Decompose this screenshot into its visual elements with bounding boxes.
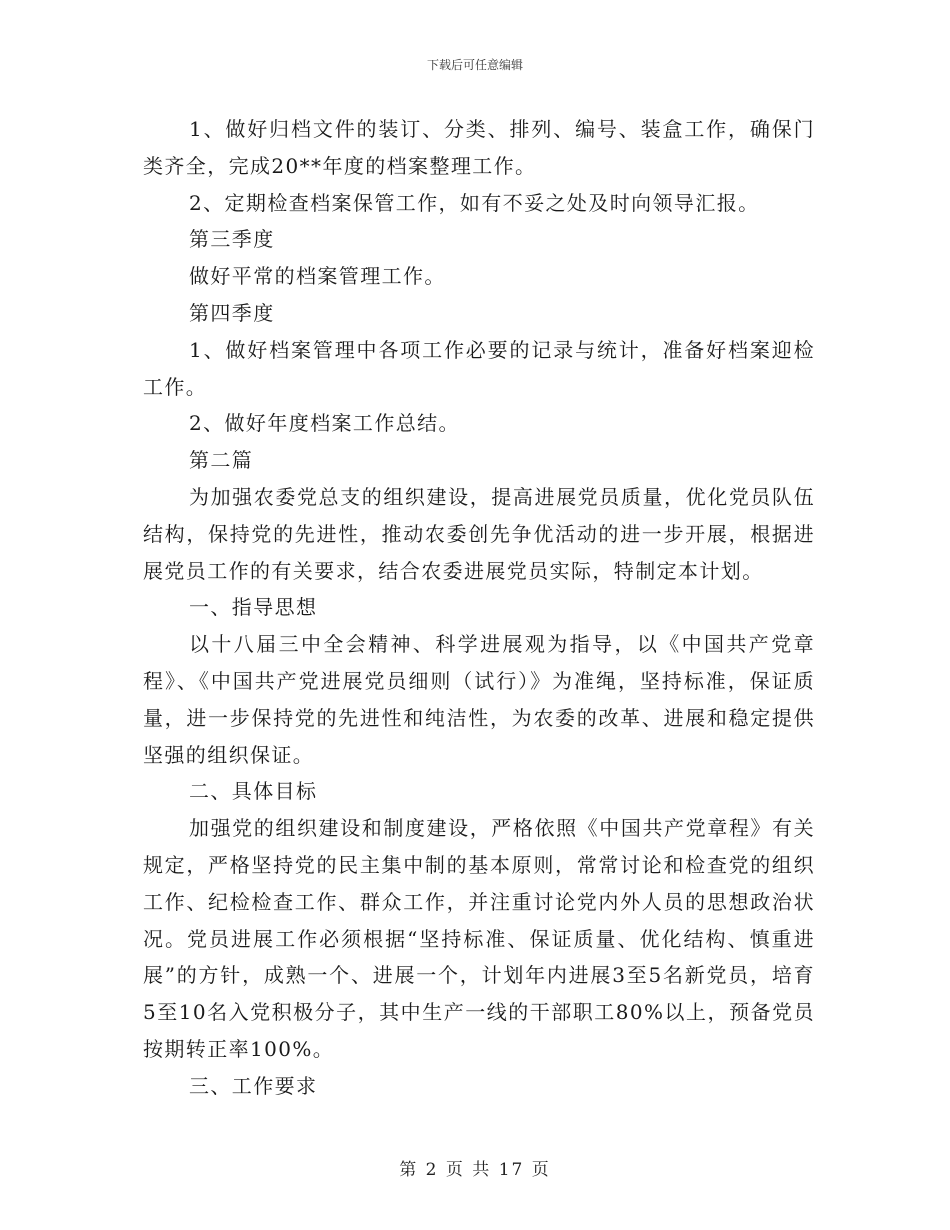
paragraph-archive-inspection: 2、定期检查档案保管工作，如有不妥之处及时向领导汇报。 [189, 190, 760, 215]
paragraph-daily-archive-management: 做好平常的档案管理工作。 [189, 264, 446, 289]
paragraph-guiding-ideology: 以十八届三中全会精神、科学进展观为指导，以《中国共产党章程》、《中国共产党进展党员细则（试行）》为准绳，坚持标准，保证质量，进一步保持党的先进性和纯洁性，为农委的改革、进展和稳定提供坚强的组织保证。 [143, 632, 815, 767]
paragraph-specific-goals: 加强党的组织建设和制度建设，严格依照《中国共产党章程》有关规定，严格坚持党的民主集中制的基本原则，常常讨论和检查党的组织工作、纪检检查工作、群众工作，并注重讨论党内外人员的思想政治状况。党员进展工作必须根据“坚持标准、保证质量、优化结构、慎重进展”的方针，成熟一个、进展一个，计划年内进展3至5名新党员，培育5至10名入党积极分子，其中生产一线的干部职工80%以上，预备党员按期转正率100%。 [143, 816, 815, 1061]
paragraph-annual-summary: 2、做好年度档案工作总结。 [189, 411, 460, 436]
paragraph-records-statistics: 1、做好档案管理中各项工作必要的记录与统计，准备好档案迎检工作。 [143, 337, 815, 399]
heading-guiding-ideology: 一、指导思想 [189, 595, 318, 620]
heading-third-quarter: 第三季度 [189, 227, 275, 252]
document-body [143, 111, 815, 1105]
heading-fourth-quarter: 第四季度 [189, 300, 275, 325]
heading-work-requirements: 三、工作要求 [189, 1073, 318, 1098]
heading-second-article: 第二篇 [189, 448, 254, 473]
paragraph-archive-binding: 1、做好归档文件的装订、分类、排列、编号、装盒工作，确保门类齐全，完成20**年度的档案整理工作。 [143, 117, 815, 178]
paragraph-party-plan-intro: 为加强农委党总支的组织建设，提高进展党员质量，优化党员队伍结构，保持党的先进性，推动农委创先争优活动的进一步开展，根据进展党员工作的有关要求，结合农委进展党员实际，特制定本计划。 [143, 484, 815, 583]
page-number-footer: 第 2 页 共 17 页 [399, 1160, 551, 1180]
page-header-note: 下载后可任意编辑 [426, 58, 523, 72]
heading-specific-goals: 二、具体目标 [189, 779, 318, 804]
